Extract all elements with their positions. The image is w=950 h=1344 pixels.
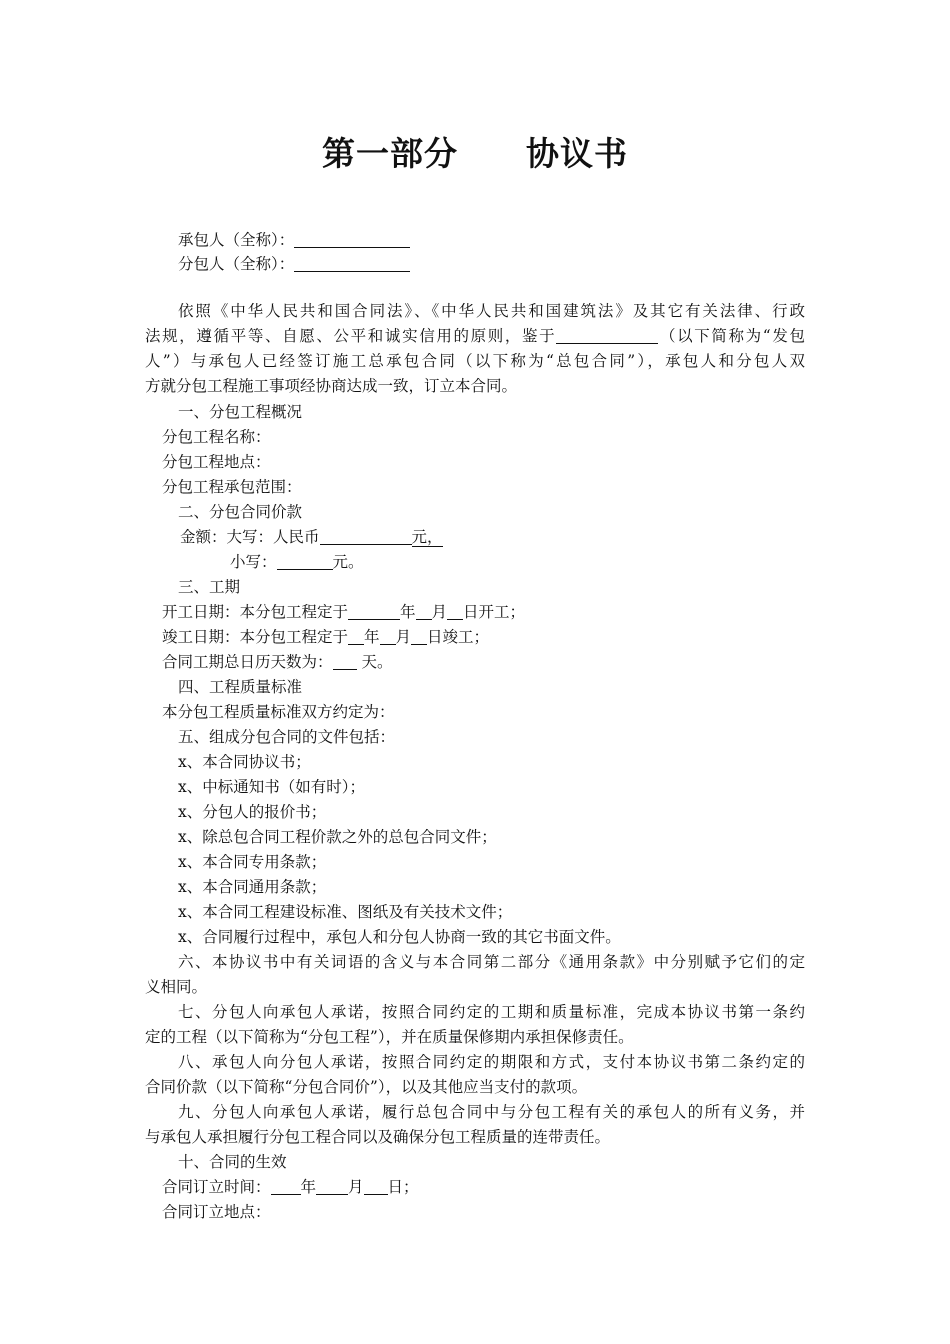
intro-line-2b: （以下简称为“发包 xyxy=(658,327,805,345)
start-month-text: 月 xyxy=(431,603,448,621)
section-2-heading: 二、分包合同价款 xyxy=(178,503,303,521)
start-year-blank xyxy=(348,603,400,620)
subcontractor-blank xyxy=(294,255,410,272)
end-date-label: 竣工日期：本分包工程定于 xyxy=(162,628,349,646)
signing-month-text: 月 xyxy=(348,1178,364,1196)
intro-line-2 xyxy=(145,324,805,349)
start-year-text: 年 xyxy=(400,603,416,621)
amount-figure-label: 小写： xyxy=(230,553,277,571)
intro-line-3: 人”）与承包人已经签订施工总承包合同（以下称为“总包合同”），承包人和分包人双 xyxy=(145,352,805,370)
amount-yuan: 元， xyxy=(411,528,443,546)
section-9-line-1: 九、分包人向承包人承诺，履行总包合同中与分包工程有关的承包人的所有义务，并 xyxy=(178,1103,805,1121)
quality-standard-line: 本分包工程质量标准双方约定为： xyxy=(162,703,395,721)
page-title: 第一部分 协议书 xyxy=(322,134,628,173)
end-day-blank xyxy=(411,628,427,645)
section-10-heading: 十、合同的生效 xyxy=(178,1153,287,1171)
section-6-line-2: 义相同。 xyxy=(145,978,208,996)
employer-blank xyxy=(556,327,658,344)
contractor-line xyxy=(178,228,410,253)
total-days-label: 合同工期总日历天数为： xyxy=(162,653,333,671)
amount-line xyxy=(180,525,443,550)
signing-place-line: 合同订立地点： xyxy=(162,1203,271,1221)
total-days-blank xyxy=(333,653,357,670)
signing-day-blank xyxy=(364,1178,388,1195)
section-7-line-2: 定的工程（以下简称为“分包工程”），并在质量保修期内承担保修责任。 xyxy=(145,1028,634,1046)
amount-label: 金额：大写：人民币 xyxy=(180,528,320,546)
section-6-line-1: 六、本协议书中有关词语的含义与本合同第二部分《通用条款》中分别赋予它们的定 xyxy=(178,953,805,971)
amount-figure-line xyxy=(230,550,364,575)
end-year-blank xyxy=(348,628,364,645)
section-8-line-1: 八、承包人向分包人承诺，按照合同约定的期限和方式，支付本协议书第二条约定的 xyxy=(178,1053,805,1071)
project-site-label: 分包工程地点： xyxy=(162,453,271,471)
signing-month-blank xyxy=(316,1178,348,1195)
project-scope-label: 分包工程承包范围： xyxy=(162,478,302,496)
total-days-line xyxy=(162,650,392,675)
end-year-text: 年 xyxy=(364,628,380,646)
start-date-label: 开工日期：本分包工程定于 xyxy=(162,603,349,621)
contractor-label: 承包人（全称）： xyxy=(178,231,295,249)
end-day-text: 日竣工； xyxy=(427,628,490,646)
section-9-line-2: 与承包人承担履行分包工程合同以及确保分包工程质量的连带责任。 xyxy=(145,1128,611,1146)
section-7-line-1: 七、分包人向承包人承诺，按照合同约定的工期和质量标准，完成本协议书第一条约 xyxy=(178,1003,805,1021)
document-item: x、本合同专用条款； xyxy=(178,853,327,871)
section-1-heading: 一、分包工程概况 xyxy=(178,403,303,421)
signing-year-text: 年 xyxy=(300,1178,317,1196)
start-day-text: 日开工； xyxy=(463,603,526,621)
amount-figure-blank xyxy=(277,553,333,570)
section-4-heading: 四、工程质量标准 xyxy=(178,678,303,696)
end-month-text: 月 xyxy=(395,628,412,646)
document-item: x、分包人的报价书； xyxy=(178,803,327,821)
intro-line-2a: 法规，遵循平等、自愿、公平和诚实信用的原则，鉴于 xyxy=(145,327,557,345)
start-date-line xyxy=(162,600,525,625)
start-day-blank xyxy=(447,603,463,620)
total-days-unit: 天。 xyxy=(356,653,393,671)
document-item: x、本合同工程建设标准、图纸及有关技术文件； xyxy=(178,903,513,921)
subcontractor-label: 分包人（全称）： xyxy=(178,255,295,273)
amount-words-blank xyxy=(320,528,412,545)
section-5-heading: 五、组成分包合同的文件包括： xyxy=(178,728,396,746)
intro-line-1: 依照《中华人民共和国合同法》、《中华人民共和国建筑法》及其它有关法律、行政 xyxy=(178,302,805,320)
end-date-line xyxy=(162,625,489,650)
signing-year-blank xyxy=(271,1178,301,1195)
amount-figure-yuan: 元。 xyxy=(332,553,364,571)
start-month-blank xyxy=(416,603,432,620)
document-item: x、中标通知书（如有时）； xyxy=(178,778,365,796)
document-item: x、合同履行过程中，承包人和分包人协商一致的其它书面文件。 xyxy=(178,928,621,946)
document-item: x、本合同协议书； xyxy=(178,753,311,771)
end-month-blank xyxy=(380,628,396,645)
subcontractor-line xyxy=(178,252,410,277)
signing-time-label: 合同订立时间： xyxy=(162,1178,271,1196)
section-3-heading: 三、工期 xyxy=(178,578,241,596)
document-item: x、本合同通用条款； xyxy=(178,878,327,896)
signing-day-text: 日； xyxy=(387,1178,419,1196)
contractor-blank xyxy=(294,231,410,248)
section-8-line-2: 合同价款（以下简称“分包合同价”），以及其他应当支付的款项。 xyxy=(145,1078,588,1096)
document-item: x、除总包合同工程价款之外的总包合同文件； xyxy=(178,828,497,846)
project-name-label: 分包工程名称： xyxy=(162,428,271,446)
signing-time-line xyxy=(162,1175,419,1200)
intro-line-4: 方就分包工程施工事项经协商达成一致，订立本合同。 xyxy=(145,377,518,395)
